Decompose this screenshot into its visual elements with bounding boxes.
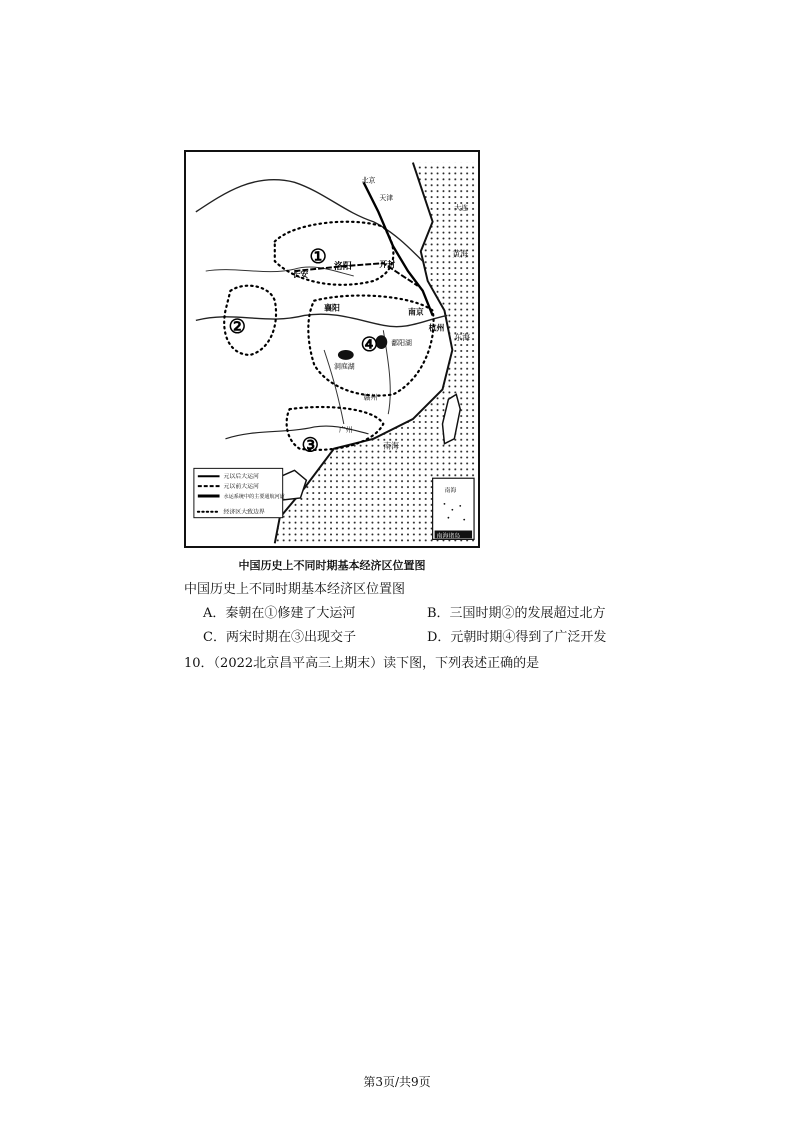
dongting-lake [338,350,354,360]
sea-south: 南海 [383,441,400,451]
zone-marker-1: ① [309,244,328,269]
inset-label: 南海诸岛 [436,533,461,540]
legend-pre-yuan: 元以前大运河 [223,484,259,491]
figure-title: 中国历史上不同时期基本经济区位置图 [184,582,406,597]
label-poyang-lake: 鄱阳湖 [391,339,412,348]
zone-marker-2: ② [228,314,247,339]
map-drawing [186,152,478,546]
city-guangzhou: 广州 [338,425,353,434]
zone-marker-4: ④ [360,331,379,356]
svg-text:南海: 南海 [444,488,457,495]
legend-zone-border: 经济区大致边界 [223,509,265,516]
city-changan: 长安 [292,269,309,279]
city-tianjin: 天津 [379,194,394,203]
legend-waterway: 水运系统中的主要通航河道 [223,493,285,500]
city-dalian: 大连 [454,203,469,212]
question-10: 10．（2022北京昌平高三上期末）读下图，下列表述正确的是 [184,656,540,671]
city-beijing: 北京 [361,176,376,185]
city-kaifeng: 开封 [379,260,396,270]
sea-east: 东海 [454,333,471,343]
legend-post-yuan: 元以后大运河 [223,474,259,481]
sea-yellow: 黄海 [452,249,469,259]
south-sea-inset [433,478,474,539]
zone-marker-3: ③ [301,432,320,457]
option-d: D．元朝时期④得到了广泛开发 [427,630,607,645]
city-xiangyang: 襄阳 [324,303,340,313]
city-nanjing: 南京 [407,307,424,317]
economic-zone-map [184,150,480,548]
city-luoyang: 洛阳 [333,262,352,273]
option-a: A．秦朝在①修建了大运河 [203,606,356,621]
map-legend [194,468,285,517]
label-dongting-lake: 洞庭湖 [333,362,355,371]
option-b: B．三国时期②的发展超过北方 [427,606,606,621]
page-footer: 第3页/共9页 [363,1075,431,1089]
option-c: C．两宋时期在③出现交子 [203,630,356,645]
map-caption: 中国历史上不同时期基本经济区位置图 [238,559,426,572]
city-hangzhou: 杭州 [428,323,445,333]
city-ganzhou: 赣州 [363,393,378,402]
